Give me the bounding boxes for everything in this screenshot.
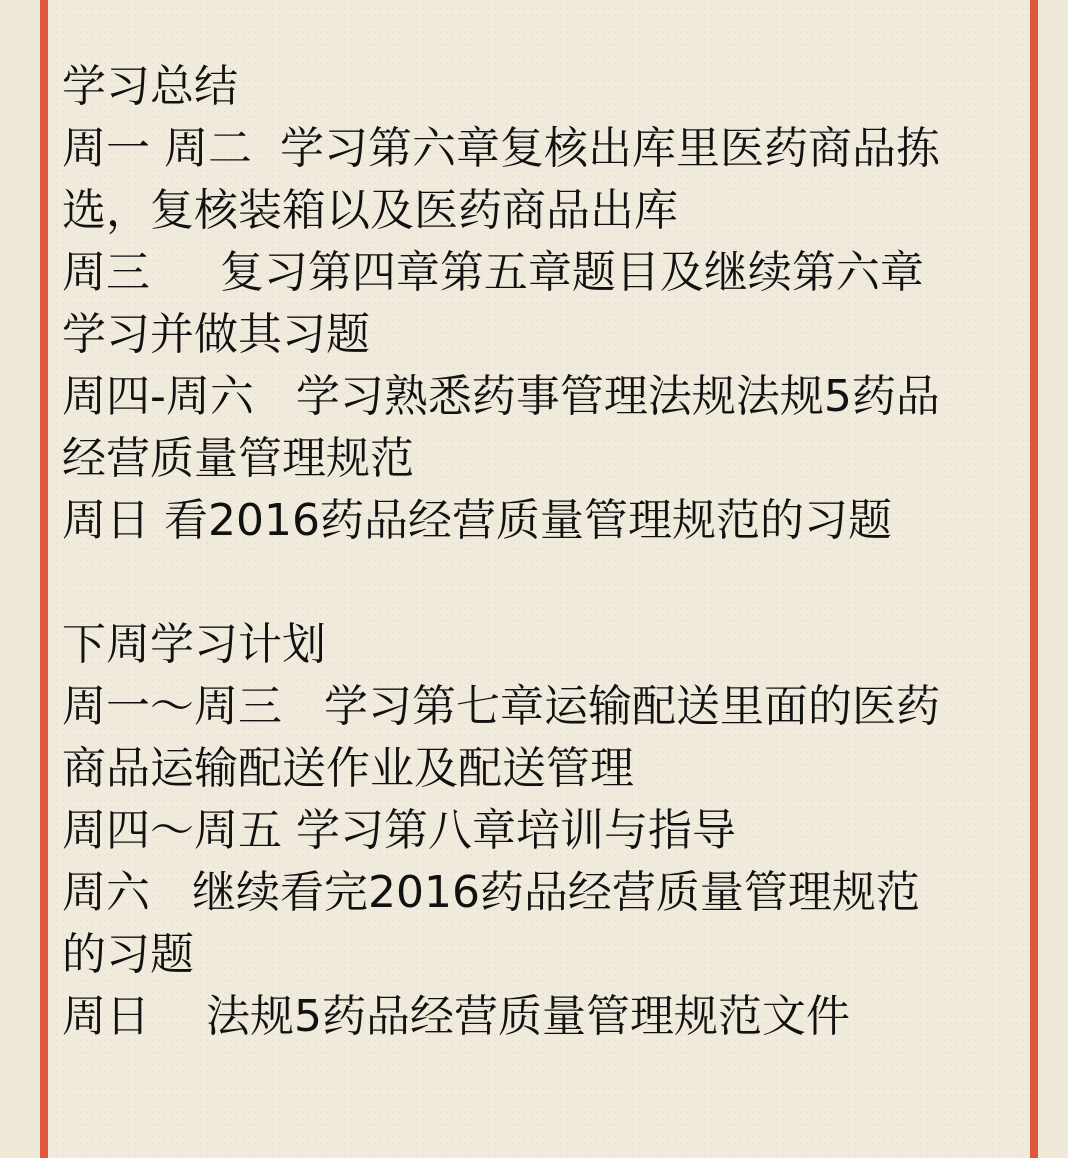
section-spacer <box>62 552 1022 614</box>
plan-line: 的习题 <box>62 929 194 980</box>
summary-line: 周一 周二 学习第六章复核出库里医药商品拣 <box>62 123 940 174</box>
plan-heading: 下周学习计划 <box>62 619 326 670</box>
summary-line: 周三 复习第四章第五章题目及继续第六章 <box>62 247 924 298</box>
note-content <box>62 56 1022 1048</box>
summary-line: 周四-周六 学习熟悉药事管理法规法规5药品 <box>62 371 940 422</box>
left-red-border <box>40 0 48 1158</box>
summary-line: 选，复核装箱以及医药商品出库 <box>62 185 678 236</box>
plan-line: 周四～周五 学习第八章培训与指导 <box>62 805 736 856</box>
plan-line: 周一～周三 学习第七章运输配送里面的医药 <box>62 681 940 732</box>
summary-line: 周日 看2016药品经营质量管理规范的习题 <box>62 495 892 546</box>
summary-line: 经营质量管理规范 <box>62 433 414 484</box>
summary-line: 学习并做其习题 <box>62 309 370 360</box>
right-red-border <box>1030 0 1038 1158</box>
plan-line: 周六 继续看完2016药品经营质量管理规范 <box>62 867 920 918</box>
summary-heading: 学习总结 <box>62 61 238 112</box>
plan-line: 周日 法规5药品经营质量管理规范文件 <box>62 991 850 1042</box>
plan-line: 商品运输配送作业及配送管理 <box>62 743 634 794</box>
